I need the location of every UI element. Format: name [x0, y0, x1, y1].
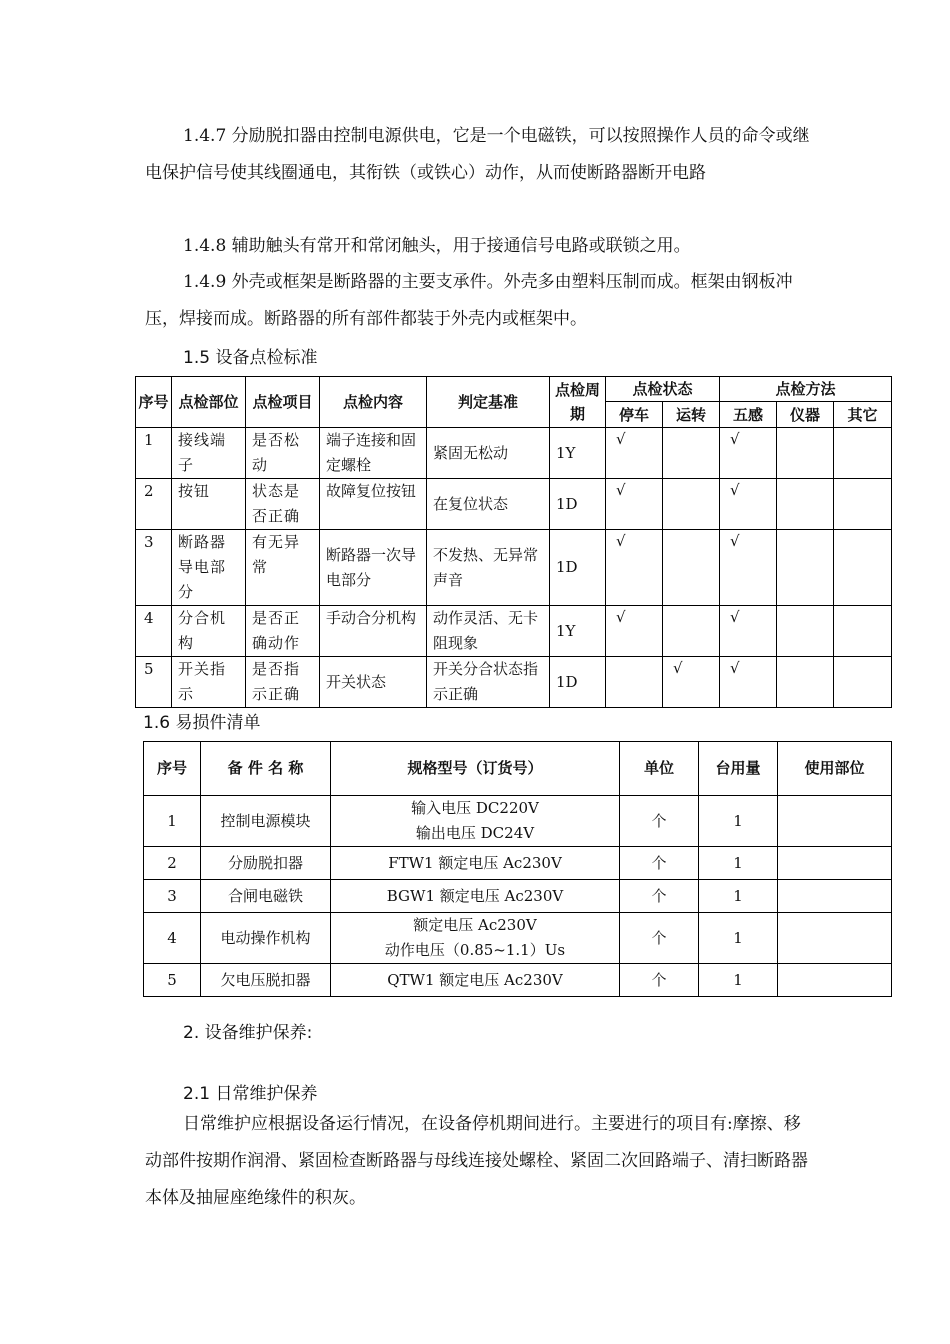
cell-name: 欠电压脱扣器 [201, 964, 331, 997]
section-1-6-title: 1.6 易损件清单 [143, 713, 261, 733]
header-content: 点检内容 [320, 377, 427, 428]
cell-no: 4 [136, 606, 172, 657]
cell-method-other [834, 606, 892, 657]
table-row [136, 428, 892, 479]
header-usage: 使用部位 [778, 742, 892, 796]
paragraph-1-4-8: 1.4.8 辅助触头有常开和常闭触头，用于接通信号电路或联锁之用。 [183, 236, 691, 256]
cell-qty: 1 [699, 880, 778, 913]
cell-qty: 1 [699, 847, 778, 880]
header-spec: 规格型号（订货号） [331, 742, 620, 796]
table-row [144, 964, 892, 997]
cell-standard: 紧固无松动 [427, 428, 550, 479]
cell-method-instrument [777, 657, 834, 708]
paragraph-1-4-7: 1.4.7 分励脱扣器由控制电源供电，它是一个电磁铁，可以按照操作人员的命令或继电保护信号使其线圈通电，其衔铁（或铁心）动作，从而使断路器断开电路 [145, 126, 810, 183]
cell-state-run [663, 530, 720, 606]
section-2-title: 2. 设备维护保养: [183, 1023, 313, 1043]
cell-cycle: 1D [550, 530, 606, 606]
cell-standard: 动作灵活、无卡阻现象 [427, 606, 550, 657]
cell-standard: 开关分合状态指示正确 [427, 657, 550, 708]
cell-cycle: 1Y [550, 606, 606, 657]
table-row [136, 479, 892, 530]
cell-item: 是否松动 [246, 428, 320, 479]
cell-state-stop [606, 657, 663, 708]
cell-no: 5 [136, 657, 172, 708]
header-method: 点检方法 [720, 377, 892, 402]
cell-method-instrument [777, 428, 834, 479]
cell-method-sense: √ [720, 428, 777, 479]
cell-method-other [834, 479, 892, 530]
header-item: 点检项目 [246, 377, 320, 428]
section-2-1-title: 2.1 日常维护保养 [183, 1084, 318, 1104]
cell-state-run [663, 428, 720, 479]
cell-name: 电动操作机构 [201, 913, 331, 964]
cell-spec [331, 796, 620, 847]
cell-part: 断路器导电部分 [172, 530, 246, 606]
cell-method-instrument [777, 479, 834, 530]
cell-unit: 个 [620, 796, 699, 847]
cell-state-run [663, 606, 720, 657]
cell-part: 按钮 [172, 479, 246, 530]
cell-part: 分合机构 [172, 606, 246, 657]
header-name: 备 件 名 称 [201, 742, 331, 796]
cell-content: 故障复位按钮 [320, 479, 427, 530]
spec-line: 动作电压（0.85~1.1）Us [384, 941, 566, 959]
cell-state-stop: √ [606, 479, 663, 530]
header-cycle: 点检周期 [550, 377, 606, 428]
cell-method-other [834, 428, 892, 479]
cell-method-sense: √ [720, 606, 777, 657]
spare-parts-table [143, 741, 892, 997]
paragraph-1-4-9: 1.4.9 外壳或框架是断路器的主要支承件。外壳多由塑料压制而成。框架由钢板冲压，焊接而成。断路器的所有部件都装于外壳内或框架中。 [145, 272, 793, 329]
spec-line: 输入电压 DC220V [411, 799, 539, 817]
table-row [144, 913, 892, 964]
cell-no: 2 [144, 847, 201, 880]
cell-content: 端子连接和固定螺栓 [320, 428, 427, 479]
cell-unit: 个 [620, 913, 699, 964]
header-no: 序号 [136, 377, 172, 428]
table-row [136, 606, 892, 657]
cell-qty: 1 [699, 964, 778, 997]
cell-state-run: √ [663, 657, 720, 708]
cell-qty: 1 [699, 796, 778, 847]
cell-spec: BGW1 额定电压 Ac230V [331, 880, 620, 913]
paragraph-2-1: 日常维护应根据设备运行情况，在设备停机期间进行。主要进行的项目有:摩擦、移动部件按期作润滑、紧固检查断路器与母线连接处螺栓、紧固二次回路端子、清扫断路器本体及抽屉座绝缘件的积灰。 [145, 1114, 808, 1208]
table-row [144, 796, 892, 847]
cell-spec: FTW1 额定电压 Ac230V [331, 847, 620, 880]
cell-item: 状态是否正确 [246, 479, 320, 530]
cell-name: 控制电源模块 [201, 796, 331, 847]
cell-usage [778, 964, 892, 997]
cell-state-stop: √ [606, 530, 663, 606]
spec-line: 输出电压 DC24V [415, 824, 535, 842]
cell-state-stop: √ [606, 428, 663, 479]
cell-standard: 在复位状态 [427, 479, 550, 530]
header-method-sense: 五感 [720, 402, 777, 428]
cell-no: 1 [136, 428, 172, 479]
cell-cycle: 1D [550, 657, 606, 708]
section-1-5-title: 1.5 设备点检标准 [183, 348, 318, 368]
cell-content: 开关状态 [320, 657, 427, 708]
cell-standard: 不发热、无异常声音 [427, 530, 550, 606]
header-unit: 单位 [620, 742, 699, 796]
cell-method-instrument [777, 606, 834, 657]
cell-no: 1 [144, 796, 201, 847]
cell-item: 是否正确动作 [246, 606, 320, 657]
cell-usage [778, 913, 892, 964]
cell-part: 接线端子 [172, 428, 246, 479]
cell-no: 3 [144, 880, 201, 913]
header-method-other: 其它 [834, 402, 892, 428]
cell-unit: 个 [620, 880, 699, 913]
cell-content: 手动合分机构 [320, 606, 427, 657]
spec-line: 额定电压 Ac230V [413, 916, 537, 934]
header-standard: 判定基准 [427, 377, 550, 428]
cell-spec [331, 913, 620, 964]
cell-method-sense: √ [720, 479, 777, 530]
inspection-standard-table [135, 376, 892, 708]
table-row [144, 880, 892, 913]
cell-item: 是否指示正确 [246, 657, 320, 708]
table-row [136, 530, 892, 606]
cell-no: 2 [136, 479, 172, 530]
table-row [136, 657, 892, 708]
table-row [144, 847, 892, 880]
cell-item: 有无异常 [246, 530, 320, 606]
cell-method-sense: √ [720, 657, 777, 708]
header-method-instrument: 仪器 [777, 402, 834, 428]
header-part: 点检部位 [172, 377, 246, 428]
cell-no: 3 [136, 530, 172, 606]
cell-qty: 1 [699, 913, 778, 964]
cell-unit: 个 [620, 847, 699, 880]
cell-name: 分励脱扣器 [201, 847, 331, 880]
cell-name: 合闸电磁铁 [201, 880, 331, 913]
cell-spec: QTW1 额定电压 Ac230V [331, 964, 620, 997]
cell-method-instrument [777, 530, 834, 606]
cell-unit: 个 [620, 964, 699, 997]
cell-part: 开关指示 [172, 657, 246, 708]
header-state-stop: 停车 [606, 402, 663, 428]
header-state-run: 运转 [663, 402, 720, 428]
cell-usage [778, 796, 892, 847]
header-no: 序号 [144, 742, 201, 796]
cell-state-stop: √ [606, 606, 663, 657]
cell-no: 5 [144, 964, 201, 997]
cell-no: 4 [144, 913, 201, 964]
cell-cycle: 1D [550, 479, 606, 530]
cell-state-run [663, 479, 720, 530]
cell-content: 断路器一次导电部分 [320, 530, 427, 606]
header-state: 点检状态 [606, 377, 720, 402]
header-qty: 台用量 [699, 742, 778, 796]
cell-method-other [834, 530, 892, 606]
cell-usage [778, 880, 892, 913]
cell-cycle: 1Y [550, 428, 606, 479]
cell-usage [778, 847, 892, 880]
cell-method-sense: √ [720, 530, 777, 606]
cell-method-other [834, 657, 892, 708]
